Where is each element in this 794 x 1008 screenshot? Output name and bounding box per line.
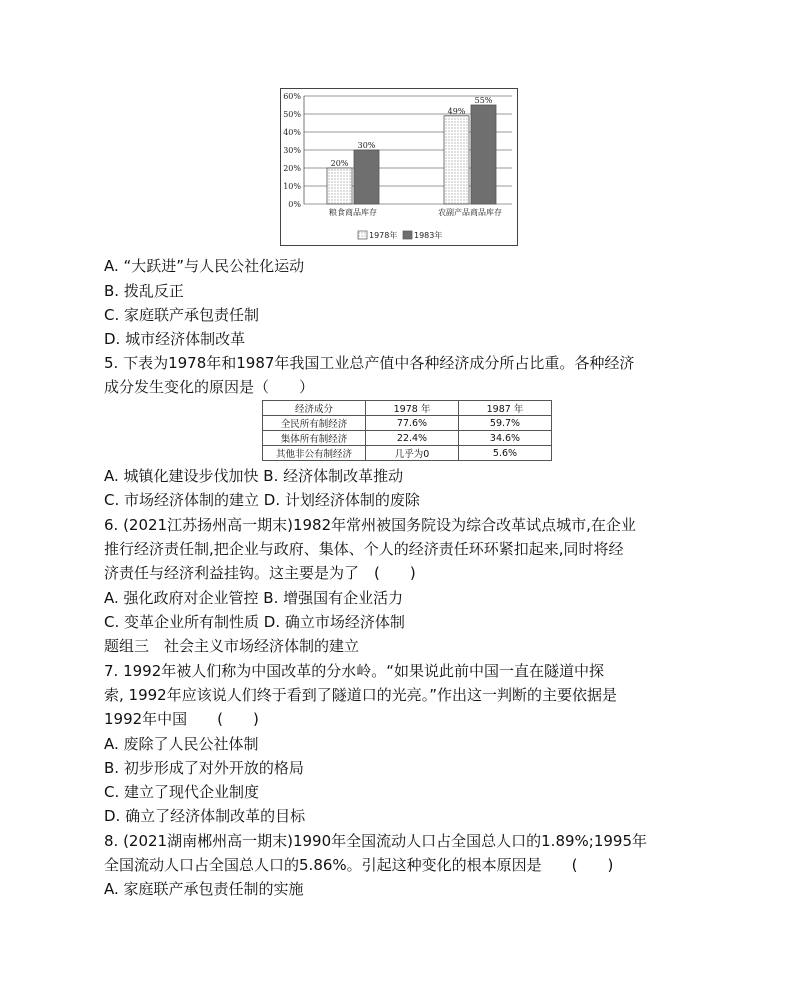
table-cell: 全民所有制经济 bbox=[263, 416, 366, 431]
y-tick-label: 40% bbox=[283, 128, 301, 137]
bar-chart bbox=[280, 88, 518, 246]
q6-stem-line1: 6. (2021江苏扬州高一期末)1982年常州被国务院设为综合改革试点城市,在企业 bbox=[104, 516, 636, 534]
q4-option-b: B. 拨乱反正 bbox=[104, 282, 184, 300]
q7-option-b: B. 初步形成了对外开放的格局 bbox=[104, 759, 304, 777]
q5-options-ab: A. 城镇化建设步伐加快 B. 经济体制改革推动 bbox=[104, 467, 404, 485]
table-cell: 77.6% bbox=[366, 416, 459, 431]
bar bbox=[471, 105, 496, 204]
q6-options-cd: C. 变革企业所有制性质 D. 确立市场经济体制 bbox=[104, 613, 405, 631]
group3-heading: 题组三 社会主义市场经济体制的建立 bbox=[104, 637, 360, 655]
table-cell: 其他非公有制经济 bbox=[263, 446, 366, 461]
q7-option-c: C. 建立了现代企业制度 bbox=[104, 783, 260, 801]
bar bbox=[444, 116, 469, 204]
q7-stem-line2: 索, 1992年应该说人们终于看到了隧道口的光亮。”作出这一判断的主要依据是 bbox=[104, 686, 617, 704]
q4-option-d: D. 城市经济体制改革 bbox=[104, 330, 246, 348]
q5-table bbox=[262, 400, 552, 461]
x-category-label: 农副产品商品库存 bbox=[438, 208, 502, 217]
q4-option-c: C. 家庭联产承包责任制 bbox=[104, 306, 260, 324]
q5-stem-line2: 成分发生变化的原因是（ ） bbox=[104, 378, 315, 396]
table-cell: 59.7% bbox=[459, 416, 552, 431]
q7-stem-line1: 7. 1992年被人们称为中国改革的分水岭。“如果说此前中国一直在隧道中探 bbox=[104, 662, 605, 680]
q8-option-a: A. 家庭联产承包责任制的实施 bbox=[104, 880, 304, 898]
q7-option-d: D. 确立了经济体制改革的目标 bbox=[104, 807, 306, 825]
q8-stem-line2: 全国流动人口占全国总人口的5.86%。引起这种变化的根本原因是 ( ) bbox=[104, 856, 614, 874]
data-label: 49% bbox=[447, 106, 466, 116]
table-header-cell: 1987 年 bbox=[459, 401, 552, 416]
q4-option-a: A. “大跃进”与人民公社化运动 bbox=[104, 257, 305, 275]
legend-label: 1978年 bbox=[369, 231, 398, 240]
table-cell: 34.6% bbox=[459, 431, 552, 446]
y-tick-label: 50% bbox=[283, 110, 301, 119]
data-label: 30% bbox=[357, 141, 376, 150]
y-tick-label: 20% bbox=[283, 164, 301, 173]
table-row bbox=[263, 431, 552, 446]
legend-label: 1983年 bbox=[414, 231, 443, 240]
y-tick-label: 0% bbox=[288, 200, 301, 209]
table-cell: 几乎为0 bbox=[366, 446, 459, 461]
table-header-cell: 经济成分 bbox=[263, 401, 366, 416]
q5-stem-line1: 5. 下表为1978年和1987年我国工业总产值中各种经济成分所占比重。各种经济 bbox=[104, 354, 635, 372]
q7-stem-line3: 1992年中国 ( ) bbox=[104, 710, 259, 728]
q7-option-a: A. 废除了人民公社体制 bbox=[104, 735, 259, 753]
table-row bbox=[263, 416, 552, 431]
q6-stem-line3: 济责任与经济利益挂钩。这主要是为了 ( ) bbox=[104, 564, 416, 582]
q6-stem-line2: 推行经济责任制,把企业与政府、集体、个人的经济责任环环紧扣起来,同时将经 bbox=[104, 540, 624, 558]
legend-swatch bbox=[358, 231, 367, 239]
bar bbox=[354, 150, 379, 204]
table-header-row bbox=[263, 401, 552, 416]
data-label: 20% bbox=[330, 159, 349, 168]
table-cell: 5.6% bbox=[459, 446, 552, 461]
table-header-cell: 1978 年 bbox=[366, 401, 459, 416]
data-label: 55% bbox=[474, 96, 493, 105]
x-category-label: 粮食商品库存 bbox=[329, 208, 377, 217]
q5-options-cd: C. 市场经济体制的建立 D. 计划经济体制的废除 bbox=[104, 491, 420, 509]
y-tick-label: 60% bbox=[283, 92, 301, 101]
y-tick-label: 30% bbox=[283, 146, 301, 155]
table-cell: 22.4% bbox=[366, 431, 459, 446]
bar bbox=[327, 168, 352, 204]
y-tick-label: 10% bbox=[283, 182, 301, 191]
legend-swatch bbox=[403, 231, 412, 239]
q8-stem-line1: 8. (2021湖南郴州高一期末)1990年全国流动人口占全国总人口的1.89%;1995年 bbox=[104, 832, 648, 850]
table-cell: 集体所有制经济 bbox=[263, 431, 366, 446]
table-row bbox=[263, 446, 552, 461]
q6-options-ab: A. 强化政府对企业管控 B. 增强国有企业活力 bbox=[104, 589, 404, 607]
